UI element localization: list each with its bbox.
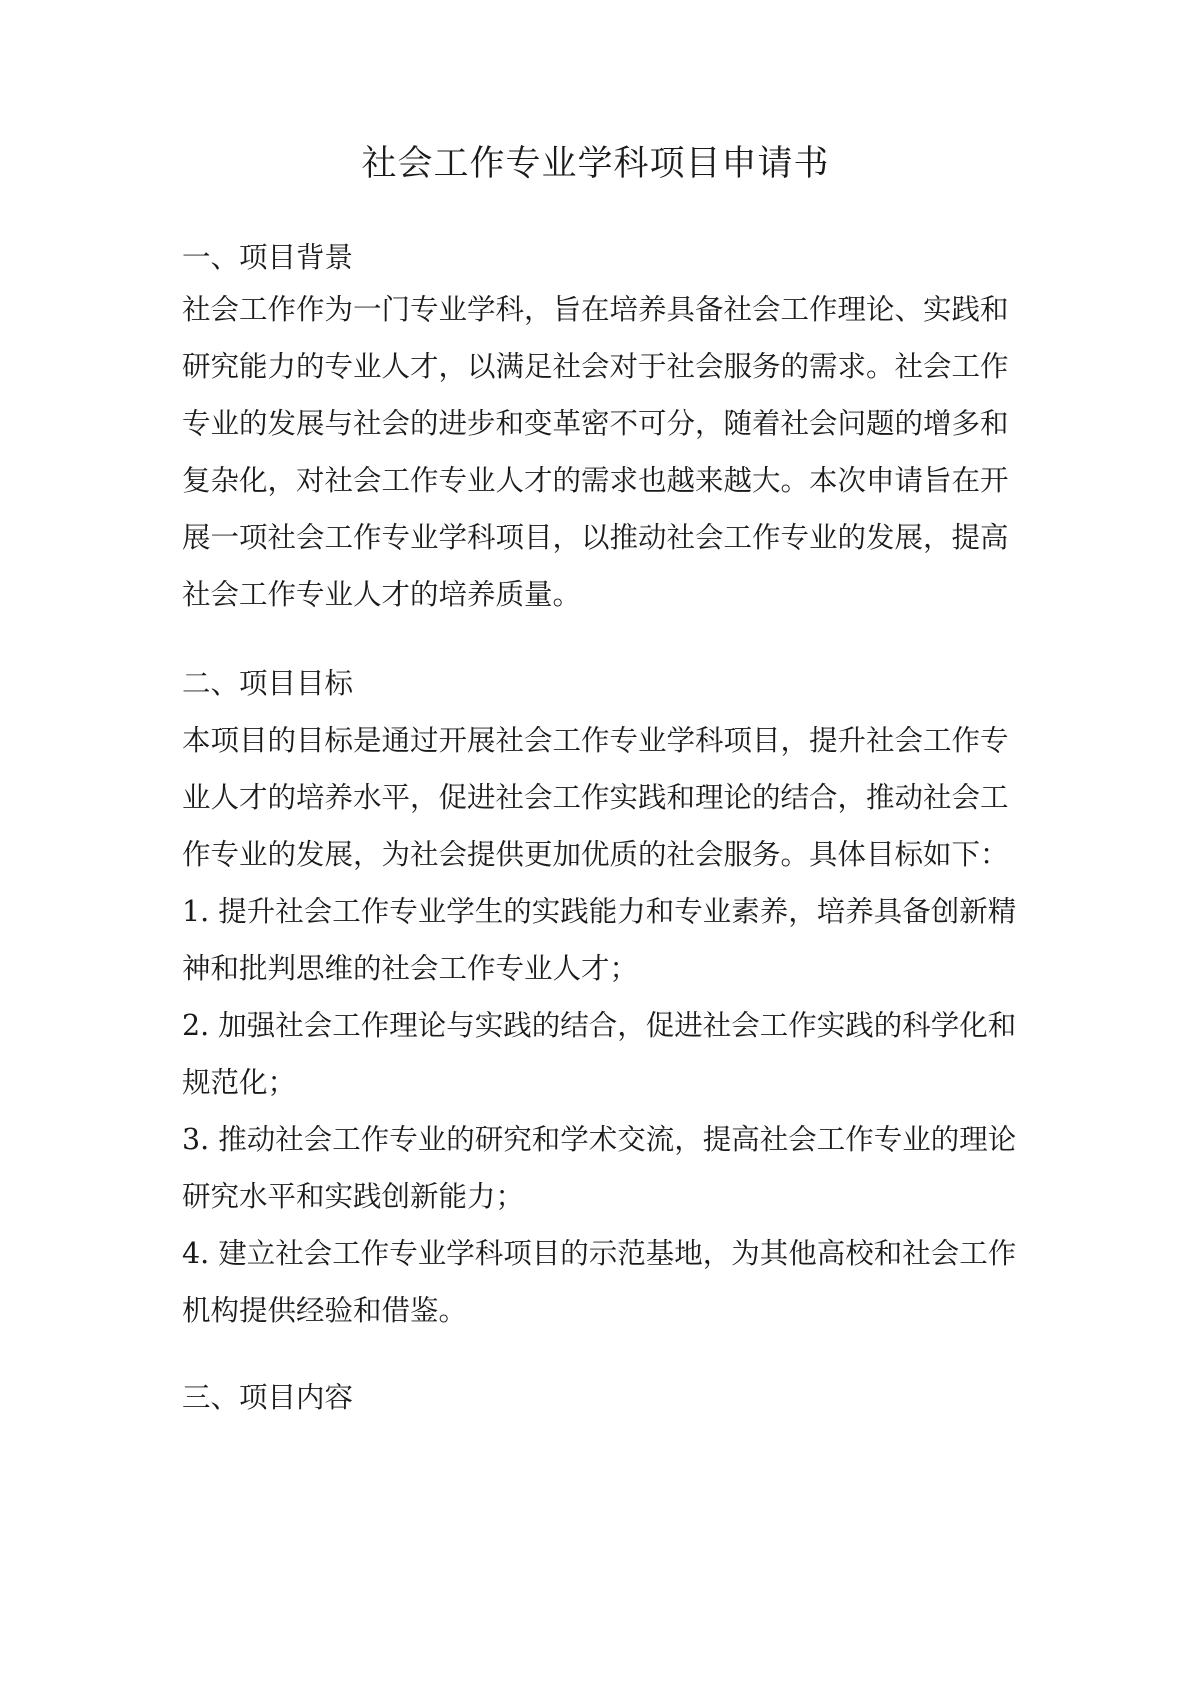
section-heading-background: 一、项目背景 [182, 241, 354, 274]
list-item-line: 神和批判思维的社会工作专业人才； [182, 952, 639, 985]
list-item-line: 机构提供经验和借鉴。 [182, 1294, 468, 1327]
list-item-line: 研究水平和实践创新能力； [182, 1180, 525, 1213]
paragraph-line: 展一项社会工作专业学科项目，以推动社会工作专业的发展，提高 [182, 521, 1009, 554]
paragraph-line: 本项目的目标是通过开展社会工作专业学科项目，提升社会工作专 [182, 724, 1009, 757]
paragraph-line: 作专业的发展，为社会提供更加优质的社会服务。具体目标如下： [182, 838, 1009, 871]
section-heading-content: 三、项目内容 [182, 1381, 354, 1414]
paragraph-line: 社会工作作为一门专业学科，旨在培养具备社会工作理论、实践和 [182, 293, 1009, 326]
list-item-line: 3. 推动社会工作专业的研究和学术交流，提高社会工作专业的理论 [182, 1123, 1017, 1156]
paragraph-line: 业人才的培养水平，促进社会工作实践和理论的结合，推动社会工 [182, 781, 1009, 814]
document-title: 社会工作专业学科项目申请书 [361, 144, 830, 184]
paragraph-line: 专业的发展与社会的进步和变革密不可分，随着社会问题的增多和 [182, 407, 1009, 440]
list-item-line: 2. 加强社会工作理论与实践的结合，促进社会工作实践的科学化和 [182, 1009, 1017, 1042]
list-item-line: 4. 建立社会工作专业学科项目的示范基地，为其他高校和社会工作 [182, 1237, 1017, 1270]
paragraph-line: 复杂化，对社会工作专业人才的需求也越来越大。本次申请旨在开 [182, 464, 1009, 497]
section-heading-goals: 二、项目目标 [182, 667, 354, 700]
list-item-line: 规范化； [182, 1066, 297, 1099]
paragraph-line: 社会工作专业人才的培养质量。 [182, 578, 582, 611]
paragraph-line: 研究能力的专业人才，以满足社会对于社会服务的需求。社会工作 [182, 350, 1009, 383]
list-item-line: 1. 提升社会工作专业学生的实践能力和专业素养，培养具备创新精 [182, 895, 1017, 928]
